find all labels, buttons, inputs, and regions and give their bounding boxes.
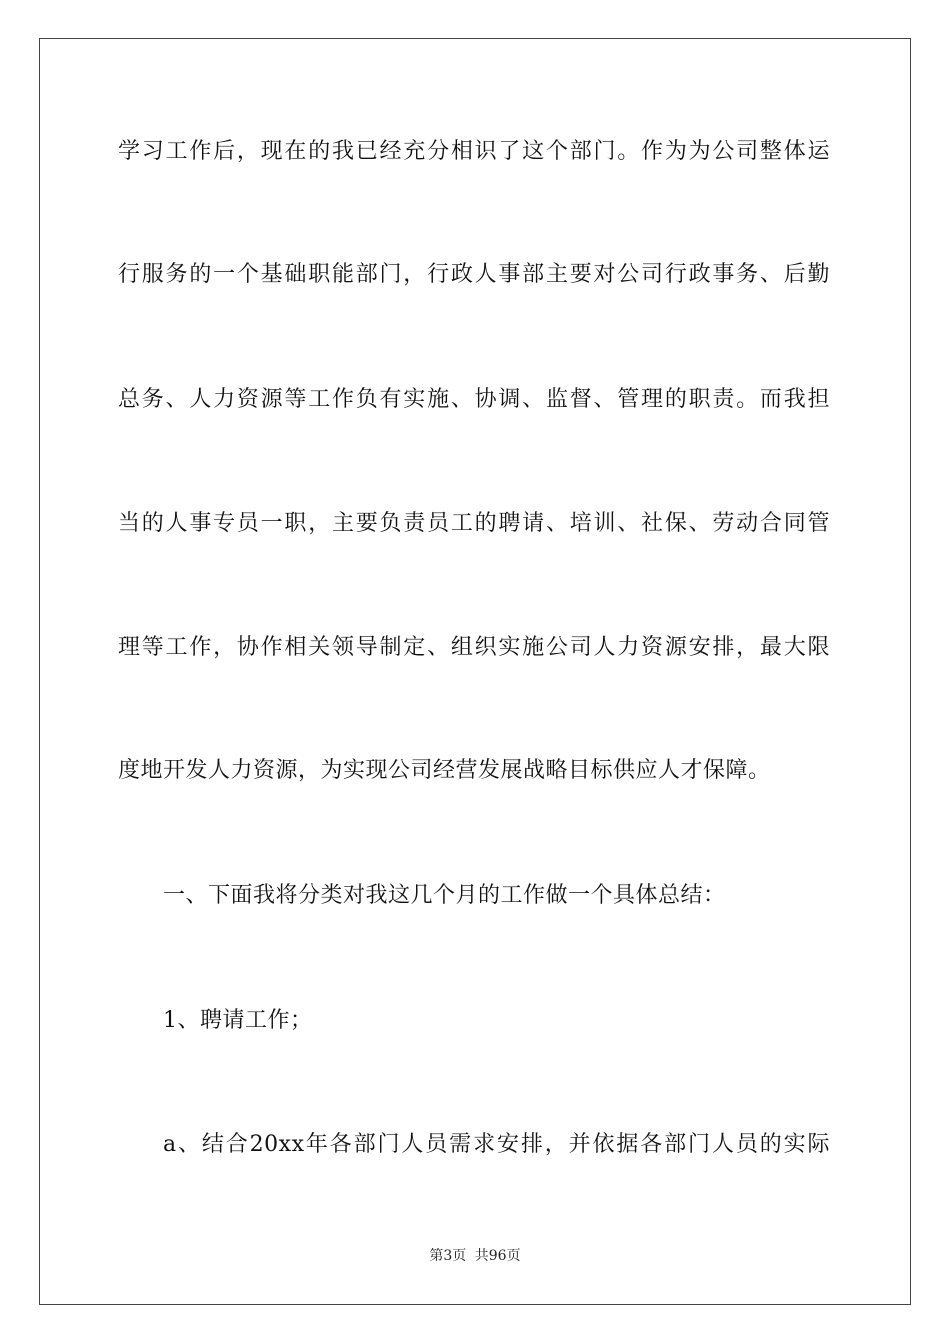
subsection-heading: 1、聘请工作； <box>163 1008 313 1033</box>
paragraph-line: 总务、人力资源等工作负有实施、协调、监督、管理的职责。而我担 <box>118 387 830 412</box>
paragraph-line: 度地开发人力资源，为实现公司经营发展战略目标供应人才保障。 <box>118 758 771 783</box>
paragraph-line: 当的人事专员一职，主要负责员工的聘请、培训、社保、劳动合同管 <box>118 511 830 536</box>
list-item-line: a、结合20xx年各部门人员需求安排，并依据各部门人员的实际 <box>163 1132 830 1157</box>
page-total: 共96页 <box>474 1248 521 1264</box>
paragraph-line: 学习工作后，现在的我已经充分相识了这个部门。作为为公司整体运 <box>118 139 830 164</box>
page-border <box>39 38 911 1305</box>
page-footer <box>0 1247 950 1265</box>
page-number: 第3页 <box>429 1248 467 1264</box>
paragraph-line: 行服务的一个基础职能部门，行政人事部主要对公司行政事务、后勤 <box>118 262 830 287</box>
section-heading: 一、下面我将分类对我这几个月的工作做一个具体总结： <box>163 883 726 908</box>
paragraph-line: 理等工作，协作相关领导制定、组织实施公司人力资源安排，最大限 <box>118 635 830 660</box>
